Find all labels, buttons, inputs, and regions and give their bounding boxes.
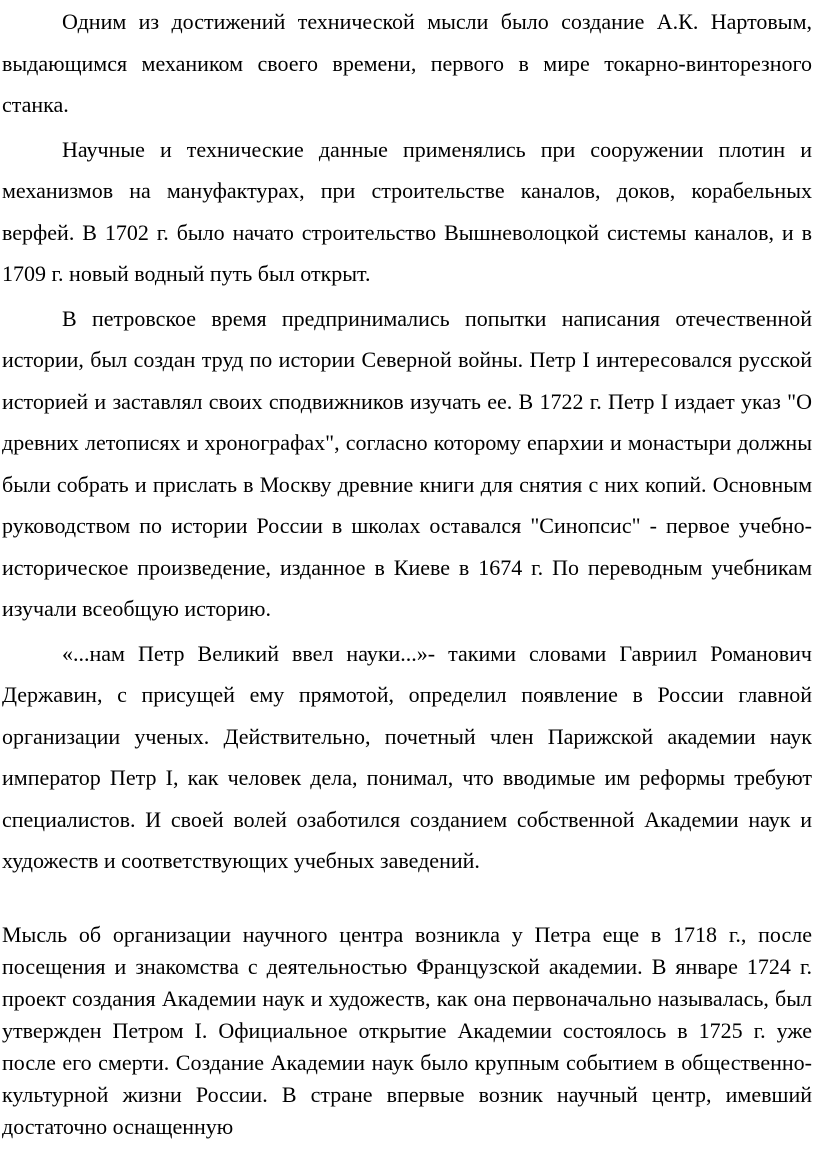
body-text-single-spaced xyxy=(2,919,812,1143)
paragraph-history: В петровское время предпринимались попытки написания отечественной истории, был создан труд по истории Северной войны. Петр I интересовался русской историей и заставлял своих сподвижников изучать ее. В 1722 г. Петр I издает указ "О древних летописях и хронографах", согласно которому епархии и монастыри должны были собрать и прислать в Москву древние книги для снятия с них копий. Основным руководством по истории России в школах оставался "Синопсис" - первое учебно-историческое произведение, изданное в Киеве в 1674 г. По переводным учебникам изучали всеобщую историю. xyxy=(2,305,812,621)
paragraph-academy-founding: Мысль об организации научного центра возникла у Петра еще в 1718 г., после посещения и знакомства с деятельностью Французской академии. В январе 1724 г. проект создания Академии наук и художеств, как она первоначально называлась, был утвержден Петром I. Официальное открытие Академии состоялось в 1725 г. уже после его смерти. Создание Академии наук было крупным событием в общественно-культурной жизни России. В стране впервые возник научный центр, имевший достаточно оснащенную xyxy=(2,922,812,1139)
paragraph-canals: Научные и технические данные применялись при сооружении плотин и механизмов на мануфактурах, при строительстве каналов, доков, корабельных верфей. В 1702 г. было начато строительство Вышневолоцкой системы каналов, и в 1709 г. новый водный путь был открыт. xyxy=(2,136,812,286)
paragraph-nartov-lathe: Одним из достижений технической мысли было создание А.К. Нартовым, выдающимся механиком своего времени, первого в мире токарно-винторезного станка. xyxy=(2,9,812,117)
body-text-double-spaced xyxy=(2,1,812,882)
paragraph-derzhavin-quote: «...нам Петр Великий ввел науки...»- такими словами Гавриил Романович Державин, с присущей ему прямотой, определил появление в России главной организации ученых. Действительно, почетный член Парижской академии наук император Петр I, как человек дела, понимал, что вводимые им реформы требуют специалистов. И своей волей озаботился созданием собственной Академии наук и художеств и соответствующих учебных заведений. xyxy=(2,640,812,873)
